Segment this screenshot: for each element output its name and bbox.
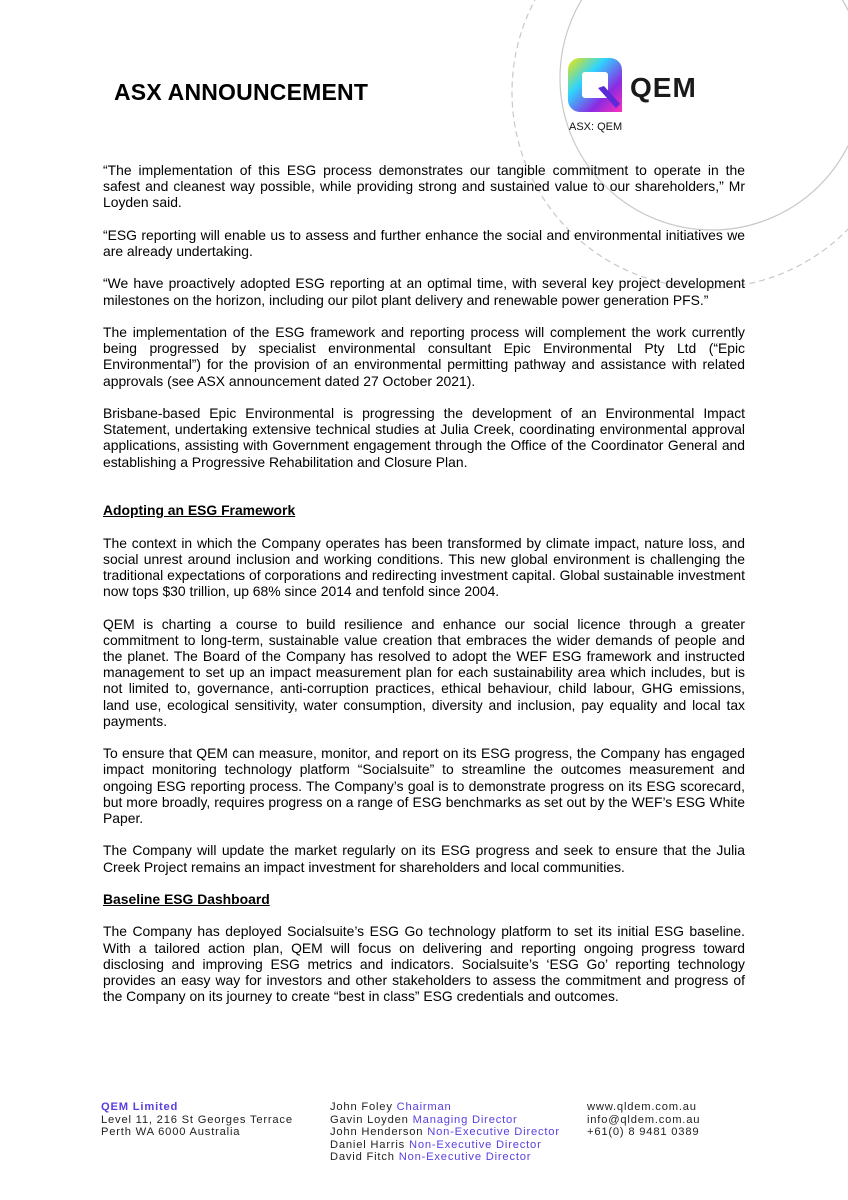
director-role: Non-Executive Director	[408, 1138, 542, 1151]
page-title: ASX ANNOUNCEMENT	[114, 79, 369, 105]
director-entry	[330, 1114, 560, 1127]
paragraph: The Company has deployed Socialsuite’s ESG Go technology platform to set its initial ESG baseline. With a tailored action plan, QEM will focus on delivering and reporting ongoing progress toward disclosing and improving ESG metrics and indicators. Socialsuite’s ‘ESG Go’ reporting technology provides an easy way for investors and other stakeholders to assess the commitment and progress of the Company on its journey to create “best in class” ESG credentials and outcomes.	[103, 923, 745, 1005]
announcement-body	[103, 162, 745, 1021]
paragraph: “ESG reporting will enable us to assess and further enhance the social and environmental initiatives we are already undertaking.	[103, 226, 745, 259]
paragraph: QEM is charting a course to build resilience and enhance our social licence through a greater commitment to long-term, sustainable value creation that embraces the wider demands of people and the planet. The Board of the Company has resolved to adopt the WEF ESG framework and instructed management to set up an impact measurement plan for each sustainability area which includes, but is not limited to, governance, anti-corruption practices, ethical behaviour, child labour, GHG emissions, land use, ecological sensitivity, water consumption, diversity and inclusion, pay equality and local tax payments.	[103, 615, 745, 729]
section-heading-esg-framework: Adopting an ESG Framework	[103, 502, 296, 519]
director-role: Non-Executive Director	[427, 1126, 560, 1139]
director-role: Managing Director	[412, 1113, 518, 1126]
director-entry	[330, 1139, 560, 1152]
paragraph: “The implementation of this ESG process demonstrates our tangible commitment to operate in the safest and cleanest way possible, while providing strong and sustained value to our shareholders,” Mr Loyden said.	[103, 162, 745, 211]
director-role: Non-Executive Director	[398, 1151, 532, 1164]
director-name: John Foley	[330, 1101, 393, 1113]
email-link[interactable]: info@qldem.com.au	[587, 1113, 701, 1126]
paragraph: To ensure that QEM can measure, monitor, and report on its ESG progress, the Company has engaged impact monitoring technology platform “Socialsuite” to streamline the outcomes measurement and ongoing ESG reporting process. The Company’s goal is to demonstrate progress on its ESG scorecard, but more broadly, requires progress on a range of ESG benchmarks as set out by the WEF’s ESG White Paper.	[103, 745, 745, 826]
footer-company-info	[101, 1101, 293, 1139]
director-role: Chairman	[396, 1101, 452, 1113]
section-heading-esg-dashboard: Baseline ESG Dashboard	[103, 890, 270, 907]
director-entry	[330, 1101, 560, 1114]
director-name: Gavin Loyden	[330, 1113, 409, 1126]
company-logo	[568, 58, 698, 118]
director-name: John Henderson	[330, 1126, 424, 1139]
asx-ticker: ASX: QEM	[569, 121, 623, 133]
paragraph: The implementation of the ESG framework and reporting process will complement the work currently being progressed by specialist environmental consultant Epic Environmental Pty Ltd (“Epic Environmental”) for the provision of an environmental permitting pathway and assistance with related approvals (see ASX announcement dated 27 October 2021).	[103, 323, 745, 389]
footer-address-line-1: Level 11, 216 St Georges Terrace	[101, 1113, 293, 1126]
logo-wordmark: QEM	[630, 72, 697, 103]
footer-contact	[587, 1101, 700, 1139]
website-link[interactable]: www.qldem.com.au	[587, 1101, 697, 1113]
director-entry	[330, 1126, 560, 1139]
paragraph: Brisbane-based Epic Environmental is progressing the development of an Environmental Impact Statement, undertaking extensive technical studies at Julia Creek, coordinating environmental approval applications, assisting with Government engagement through the Office of the Coordinator General and establishing a Progressive Rehabilitation and Closure Plan.	[103, 404, 745, 470]
footer-directors	[330, 1101, 560, 1164]
footer-address-line-2: Perth WA 6000 Australia	[101, 1126, 241, 1139]
paragraph: The context in which the Company operates has been transformed by climate impact, nature loss, and social unrest around inclusion and working conditions. This new global environment is challenging the traditional expectations of corporations and redirecting investment capital. Global sustainable investment now tops $30 trillion, up 68% since 2014 and tenfold since 2004.	[103, 534, 745, 600]
phone-number: +61(0) 8 9481 0389	[587, 1126, 700, 1139]
paragraph: “We have proactively adopted ESG reporting at an optimal time, with several key project development milestones on the horizon, including our pilot plant delivery and renewable power generation PFS.”	[103, 275, 745, 308]
director-name: David Fitch	[330, 1151, 395, 1164]
qem-logo-icon	[568, 58, 622, 112]
footer-company-name: QEM Limited	[101, 1101, 179, 1113]
director-entry	[330, 1151, 560, 1164]
director-name: Daniel Harris	[330, 1138, 406, 1151]
paragraph: The Company will update the market regularly on its ESG progress and seek to ensure that the Julia Creek Project remains an impact investment for shareholders and local communities.	[103, 842, 745, 875]
